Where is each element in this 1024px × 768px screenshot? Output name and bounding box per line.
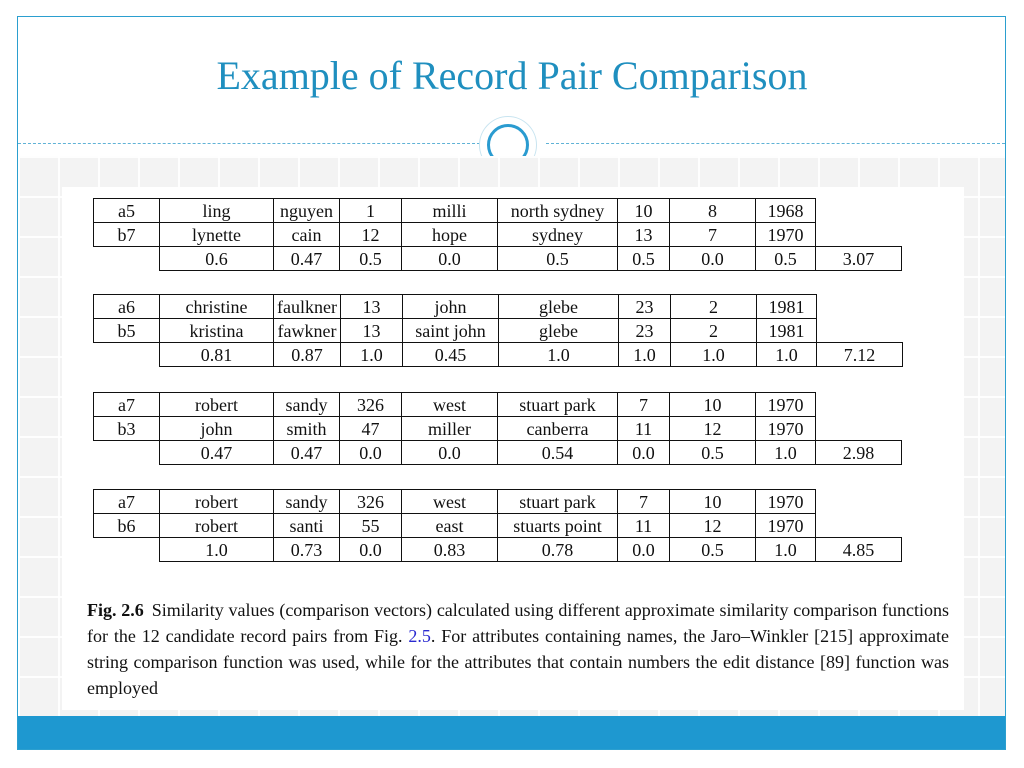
attribute-cell: stuart park — [498, 490, 618, 514]
attribute-cell: ling — [160, 199, 274, 223]
record-b-row — [94, 223, 902, 247]
attribute-cell: 8 — [670, 199, 756, 223]
similarity-cell: 1.0 — [756, 538, 816, 562]
attribute-cell: faulkner — [274, 295, 341, 319]
attribute-cell: north sydney — [498, 199, 618, 223]
attribute-cell: 12 — [670, 514, 756, 538]
similarity-cell: 0.78 — [498, 538, 618, 562]
record-id-cell: a7 — [94, 490, 160, 514]
attribute-cell: 1970 — [756, 417, 816, 441]
similarity-cell: 0.5 — [340, 247, 402, 271]
attribute-cell: 2 — [670, 295, 756, 319]
attribute-cell: 12 — [670, 417, 756, 441]
attribute-cell: fawkner — [274, 319, 341, 343]
record-id-cell: a6 — [94, 295, 160, 319]
similarity-cell: 0.0 — [670, 247, 756, 271]
attribute-cell: 11 — [618, 514, 670, 538]
attribute-cell: sandy — [274, 393, 340, 417]
similarity-cell: 0.0 — [402, 441, 498, 465]
similarity-cell: 0.47 — [274, 441, 340, 465]
similarity-cell: 0.5 — [670, 538, 756, 562]
similarity-cell: 0.73 — [274, 538, 340, 562]
figure-caption — [87, 597, 949, 701]
bottom-accent-bar — [18, 716, 1005, 749]
attribute-cell: john — [160, 417, 274, 441]
similarity-cell: 0.87 — [274, 343, 341, 367]
attribute-cell: lynette — [160, 223, 274, 247]
empty-cell — [94, 343, 160, 367]
attribute-cell: john — [402, 295, 498, 319]
comparison-table — [93, 294, 903, 367]
attribute-cell: 13 — [340, 295, 402, 319]
attribute-cell: robert — [160, 490, 274, 514]
attribute-cell: 1981 — [756, 319, 816, 343]
attribute-cell: saint john — [402, 319, 498, 343]
attribute-cell: 13 — [618, 223, 670, 247]
record-id-cell: b6 — [94, 514, 160, 538]
similarity-cell: 0.5 — [670, 441, 756, 465]
attribute-cell: 1 — [340, 199, 402, 223]
similarity-cell: 1.0 — [756, 343, 816, 367]
similarity-cell: 0.47 — [160, 441, 274, 465]
similarity-cell: 0.0 — [340, 538, 402, 562]
similarity-cell: 1.0 — [340, 343, 402, 367]
attribute-cell: 1970 — [756, 223, 816, 247]
record-b-row — [94, 514, 902, 538]
attribute-cell: 1968 — [756, 199, 816, 223]
attribute-cell: milli — [402, 199, 498, 223]
figure-label: Fig. 2.6 — [87, 600, 144, 620]
similarity-cell: 0.0 — [340, 441, 402, 465]
similarity-cell: 1.0 — [160, 538, 274, 562]
attribute-cell: 55 — [340, 514, 402, 538]
empty-cell — [816, 295, 902, 319]
comparison-table — [93, 198, 902, 271]
similarity-cell: 0.5 — [498, 247, 618, 271]
similarity-cell: 0.54 — [498, 441, 618, 465]
similarity-row — [94, 247, 902, 271]
attribute-cell: robert — [160, 514, 274, 538]
caption-text-start: Similarity values (comparison vectors) calculated using different approximate similarity comparison functions for the 12 candidate record pairs from Fig. — [87, 600, 950, 646]
attribute-cell: canberra — [498, 417, 618, 441]
record-b-row — [94, 319, 903, 343]
similarity-row — [94, 343, 903, 367]
attribute-cell: christine — [160, 295, 274, 319]
record-id-cell: a7 — [94, 393, 160, 417]
attribute-cell: robert — [160, 393, 274, 417]
total-similarity-cell: 4.85 — [816, 538, 902, 562]
attribute-cell: kristina — [160, 319, 274, 343]
similarity-cell: 0.0 — [618, 538, 670, 562]
attribute-cell: smith — [274, 417, 340, 441]
attribute-cell: 1970 — [756, 490, 816, 514]
total-similarity-cell: 3.07 — [816, 247, 902, 271]
attribute-cell: 10 — [618, 199, 670, 223]
similarity-cell: 1.0 — [670, 343, 756, 367]
caption-text-end: . For attributes containing names, the Jaro–Winkler [215] approximate string comparison function was used, while for the attributes that contain numbers the edit distance [89] function was employed — [87, 626, 949, 698]
attribute-cell: stuart park — [498, 393, 618, 417]
empty-cell — [816, 319, 902, 343]
attribute-cell: stuarts point — [498, 514, 618, 538]
figure-reference-link[interactable]: 2.5 — [408, 626, 431, 646]
attribute-cell: 326 — [340, 490, 402, 514]
record-id-cell: b3 — [94, 417, 160, 441]
empty-cell — [816, 514, 902, 538]
empty-cell — [816, 223, 902, 247]
record-id-cell: b5 — [94, 319, 160, 343]
attribute-cell: 1970 — [756, 393, 816, 417]
attribute-cell: 13 — [340, 319, 402, 343]
similarity-row — [94, 538, 902, 562]
attribute-cell: cain — [274, 223, 340, 247]
attribute-cell: 10 — [670, 393, 756, 417]
attribute-cell: sydney — [498, 223, 618, 247]
attribute-cell: 7 — [670, 223, 756, 247]
attribute-cell: 11 — [618, 417, 670, 441]
attribute-cell: 1981 — [756, 295, 816, 319]
attribute-cell: 2 — [670, 319, 756, 343]
slide-title: Example of Record Pair Comparison — [216, 53, 808, 98]
record-b-row — [94, 417, 902, 441]
attribute-cell: hope — [402, 223, 498, 247]
record-a-row — [94, 295, 903, 319]
attribute-cell: 7 — [618, 490, 670, 514]
empty-cell — [816, 393, 902, 417]
title-divider-right — [546, 143, 1005, 144]
record-a-row — [94, 490, 902, 514]
total-similarity-cell: 2.98 — [816, 441, 902, 465]
empty-cell — [816, 490, 902, 514]
similarity-cell: 1.0 — [498, 343, 618, 367]
attribute-cell: 23 — [618, 319, 670, 343]
similarity-cell: 0.0 — [618, 441, 670, 465]
attribute-cell: sandy — [274, 490, 340, 514]
similarity-cell: 0.45 — [402, 343, 498, 367]
similarity-cell: 1.0 — [756, 441, 816, 465]
empty-cell — [94, 247, 160, 271]
similarity-cell: 0.5 — [618, 247, 670, 271]
attribute-cell: 23 — [618, 295, 670, 319]
attribute-cell: glebe — [498, 319, 618, 343]
total-similarity-cell: 7.12 — [816, 343, 902, 367]
attribute-cell: west — [402, 490, 498, 514]
attribute-cell: west — [402, 393, 498, 417]
similarity-cell: 1.0 — [618, 343, 670, 367]
attribute-cell: miller — [402, 417, 498, 441]
similarity-cell: 0.47 — [274, 247, 340, 271]
attribute-cell: 326 — [340, 393, 402, 417]
title-divider-left — [18, 143, 480, 144]
attribute-cell: 47 — [340, 417, 402, 441]
record-id-cell: a5 — [94, 199, 160, 223]
attribute-cell: glebe — [498, 295, 618, 319]
record-id-cell: b7 — [94, 223, 160, 247]
attribute-cell: nguyen — [274, 199, 340, 223]
similarity-row — [94, 441, 902, 465]
record-a-row — [94, 199, 902, 223]
comparison-table — [93, 489, 902, 562]
empty-cell — [94, 538, 160, 562]
attribute-cell: east — [402, 514, 498, 538]
empty-cell — [816, 417, 902, 441]
attribute-cell: 12 — [340, 223, 402, 247]
record-a-row — [94, 393, 902, 417]
attribute-cell: 1970 — [756, 514, 816, 538]
attribute-cell: 10 — [670, 490, 756, 514]
attribute-cell: 7 — [618, 393, 670, 417]
empty-cell — [94, 441, 160, 465]
attribute-cell: santi — [274, 514, 340, 538]
similarity-cell: 0.81 — [160, 343, 274, 367]
similarity-cell: 0.0 — [402, 247, 498, 271]
similarity-cell: 0.83 — [402, 538, 498, 562]
empty-cell — [816, 199, 902, 223]
similarity-cell: 0.6 — [160, 247, 274, 271]
comparison-table — [93, 392, 902, 465]
similarity-cell: 0.5 — [756, 247, 816, 271]
